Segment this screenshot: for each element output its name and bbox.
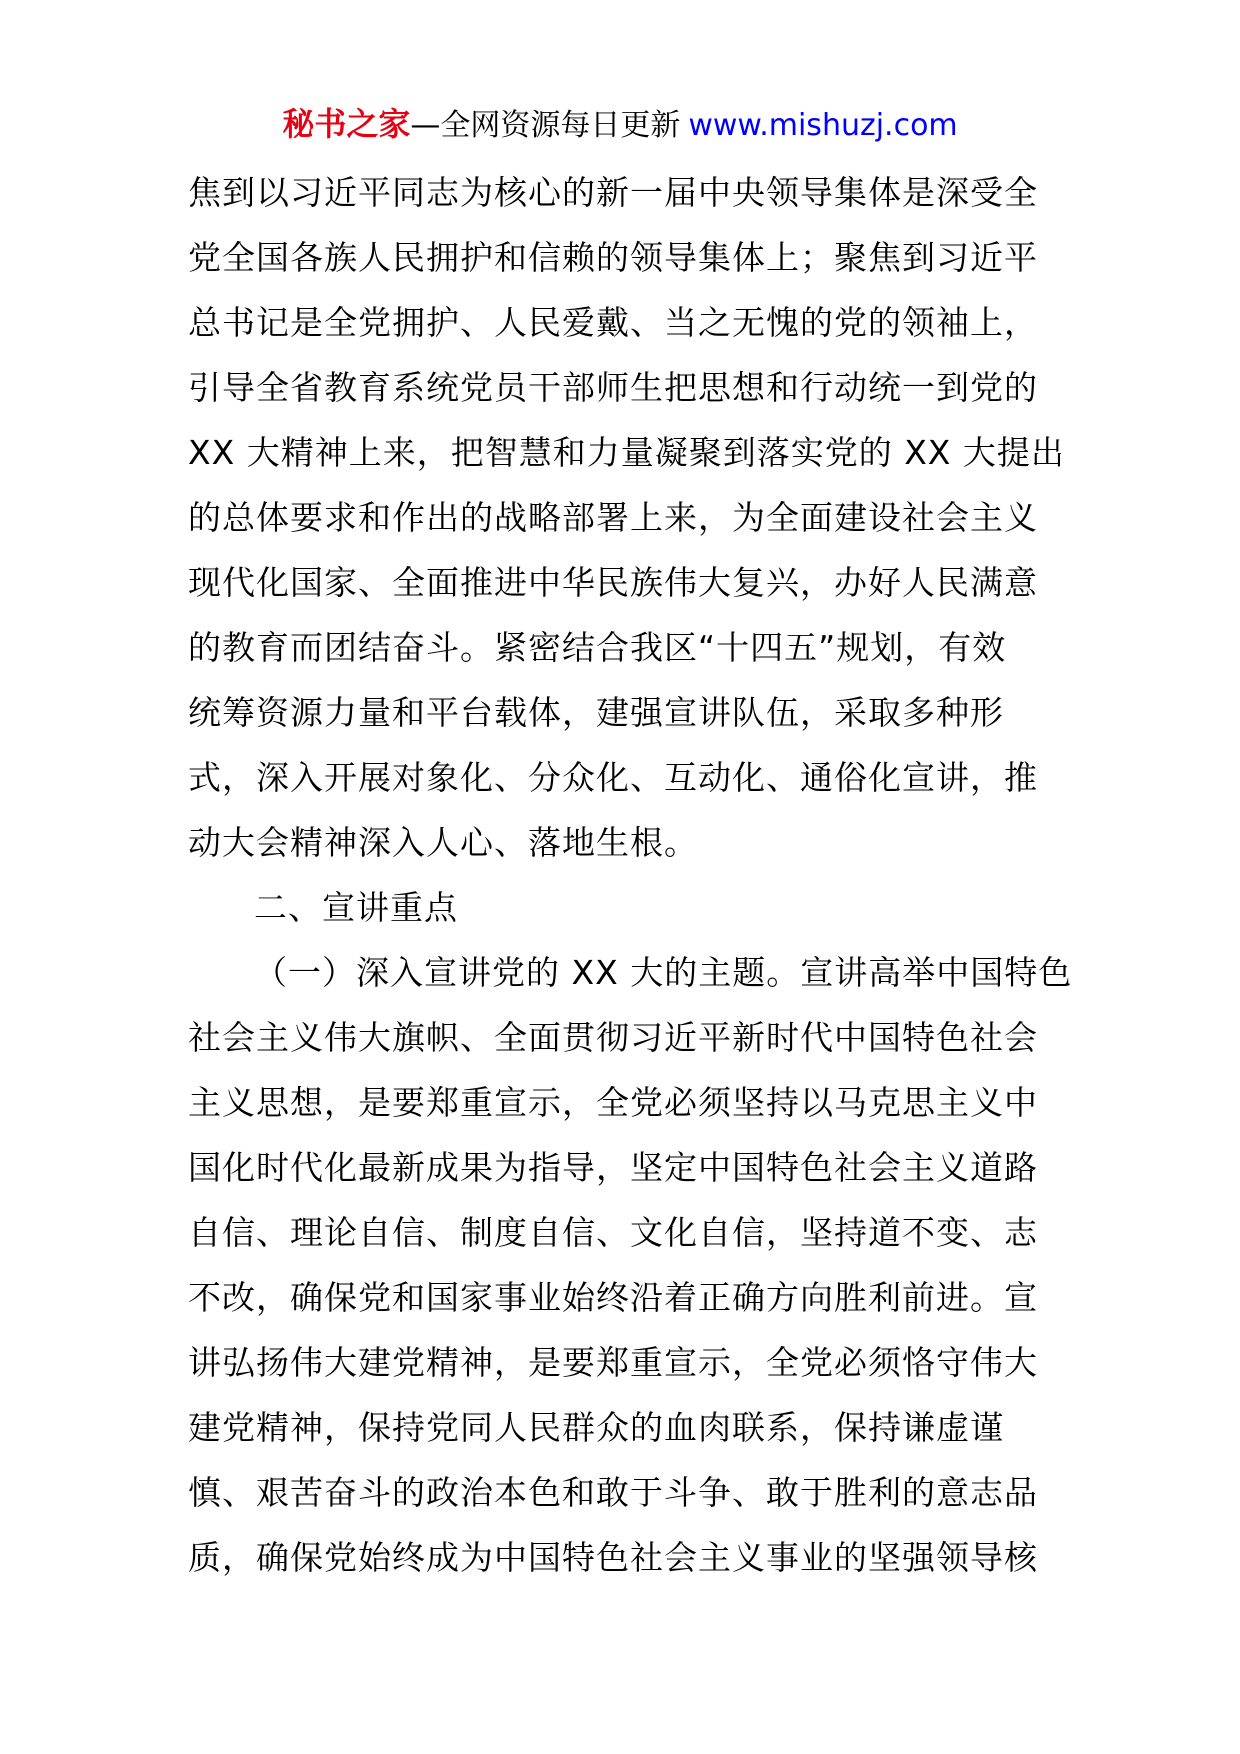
body-line: 社会主义伟大旗帜、全面贯彻习近平新时代中国特色社会: [188, 1018, 1038, 1057]
subsection-heading-line: （一）深入宣讲党的 XX 大的主题。宣讲高举中国特色: [254, 953, 1073, 992]
body-line: XX 大精神上来，把智慧和力量凝聚到落实党的 XX 大提出: [188, 433, 1065, 472]
body-line: 焦到以习近平同志为核心的新一届中央领导集体是深受全: [188, 173, 1038, 212]
body-line: 主义思想，是要郑重宣示，全党必须坚持以马克思主义中: [188, 1083, 1038, 1122]
brand-name: 秘书之家: [282, 105, 411, 143]
body-line: 引导全省教育系统党员干部师生把思想和行动统一到党的: [188, 368, 1038, 407]
header-tagline: —全网资源每日更新: [410, 108, 681, 143]
site-url-link[interactable]: www.mishuzj.com: [688, 108, 958, 143]
body-line: 国化时代化最新成果为指导，坚定中国特色社会主义道路: [188, 1148, 1038, 1187]
body-line: 现代化国家、全面推进中华民族伟大复兴，办好人民满意: [188, 563, 1038, 602]
body-line: 总书记是全党拥护、人民爱戴、当之无愧的党的领袖上，: [188, 303, 1038, 342]
body-line: 统筹资源力量和平台载体，建强宣讲队伍，采取多种形: [188, 693, 1004, 732]
body-line: 建党精神，保持党同人民群众的血肉联系，保持谦虚谨: [188, 1408, 1004, 1447]
document-body: [188, 160, 1073, 1590]
section-heading: 二、宣讲重点: [254, 888, 458, 927]
body-line: 讲弘扬伟大建党精神，是要郑重宣示，全党必须恪守伟大: [188, 1343, 1038, 1382]
body-line: 的教育而团结奋斗。紧密结合我区“十四五”规划，有效: [188, 628, 1007, 667]
body-line: 慎、艰苦奋斗的政治本色和敢于斗争、敢于胜利的意志品: [188, 1473, 1038, 1512]
body-line: 自信、理论自信、制度自信、文化自信，坚持道不变、志: [188, 1213, 1038, 1252]
body-line: 的总体要求和作出的战略部署上来，为全面建设社会主义: [188, 498, 1038, 537]
body-line: 不改，确保党和国家事业始终沿着正确方向胜利前进。宣: [188, 1278, 1038, 1317]
page-header: [0, 100, 1240, 150]
body-line: 质，确保党始终成为中国特色社会主义事业的坚强领导核: [188, 1538, 1038, 1577]
body-line: 式，深入开展对象化、分众化、互动化、通俗化宣讲，推: [188, 758, 1038, 797]
body-line: 党全国各族人民拥护和信赖的领导集体上；聚焦到习近平: [188, 238, 1038, 277]
body-line: 动大会精神深入人心、落地生根。: [188, 823, 698, 862]
